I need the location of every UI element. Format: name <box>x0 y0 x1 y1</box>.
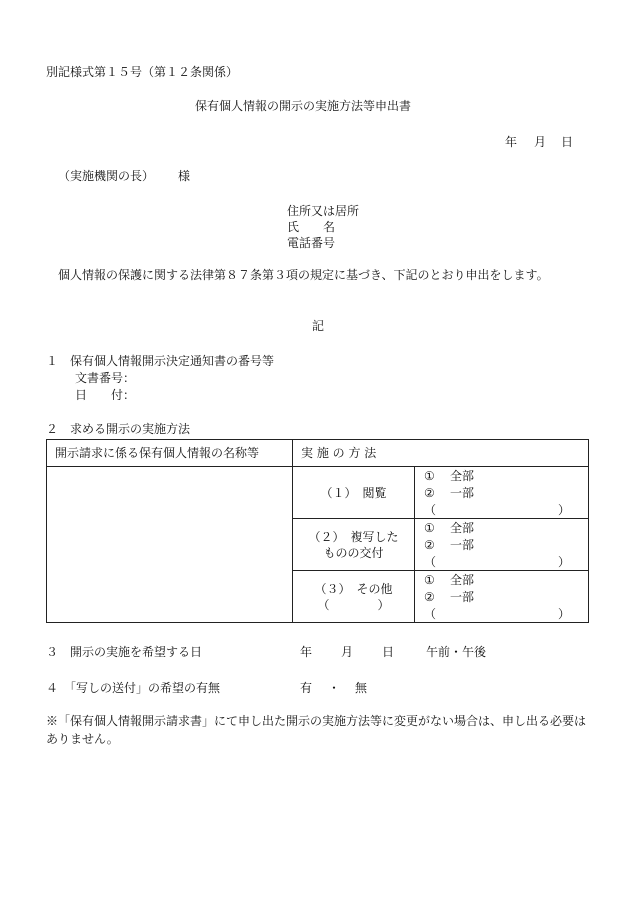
body-paragraph: 個人情報の保護に関する法律第８７条第３項の規定に基づき、下記のとおり申出をします。 <box>58 268 549 282</box>
am-pm-choice[interactable]: 午前・午後 <box>426 645 487 659</box>
other-method-field[interactable]: （ ） <box>317 597 390 612</box>
method-type-1: （１） 閲覧 <box>293 467 415 519</box>
section-4-heading: ４ 「写しの送付」の希望の有無 <box>46 681 221 695</box>
method-options-1 <box>415 467 589 519</box>
applicant-address-label: 住所又は居所 <box>287 204 360 218</box>
method-options-2 <box>415 519 589 571</box>
date-month: 月 <box>534 135 547 149</box>
option-detail-field[interactable]: （ ） <box>424 554 570 569</box>
notice-date-label: 日 付： <box>75 388 136 402</box>
col-header-name: 開示請求に係る保有個人情報の名称等 <box>47 440 293 467</box>
col-header-method: 実 施 の 方 法 <box>293 440 589 467</box>
addressee-org: （実施機関の長） <box>58 169 155 183</box>
option-detail-field[interactable]: （ ） <box>424 606 570 621</box>
option-detail-field[interactable]: （ ） <box>424 502 570 517</box>
option-all[interactable]: ① 全部 <box>424 572 475 587</box>
method-type-3: （３） その他 （ ） <box>293 571 415 623</box>
desired-month[interactable]: 月 <box>341 645 354 659</box>
method-table <box>46 439 589 623</box>
addressee-honorific: 様 <box>178 169 191 183</box>
ki-label: 記 <box>312 319 325 333</box>
option-all[interactable]: ① 全部 <box>424 520 475 535</box>
copy-send-no[interactable]: 無 <box>355 681 368 695</box>
footnote: ※「保有個人情報開示請求書」にて申し出た開示の実施方法等に変更がない場合は、申し出る必要はありません。 <box>46 714 587 746</box>
section-1-heading: １ 保有個人情報開示決定通知書の番号等 <box>46 354 275 368</box>
applicant-name-label: 氏 名 <box>287 220 336 234</box>
form-number: 別記様式第１５号（第１２条関係） <box>46 65 239 79</box>
info-name-cell[interactable] <box>47 467 293 623</box>
doc-number-label: 文書番号： <box>75 371 136 385</box>
date-day: 日 <box>561 135 574 149</box>
method-options-3 <box>415 571 589 623</box>
separator-dot: ・ <box>328 681 341 695</box>
copy-send-yes[interactable]: 有 <box>300 681 313 695</box>
method-type-2: （２） 複写した ものの交付 <box>293 519 415 571</box>
applicant-phone-label: 電話番号 <box>287 236 336 250</box>
date-year: 年 <box>505 135 518 149</box>
option-partial[interactable]: ② 一部 <box>424 537 475 552</box>
desired-year[interactable]: 年 <box>300 645 313 659</box>
option-partial[interactable]: ② 一部 <box>424 485 475 500</box>
desired-day[interactable]: 日 <box>382 645 395 659</box>
section-3-heading: ３ 開示の実施を希望する日 <box>46 645 203 659</box>
page-title: 保有個人情報の開示の実施方法等申出書 <box>195 99 412 113</box>
section-2-heading: ２ 求める開示の実施方法 <box>46 422 191 436</box>
option-all[interactable]: ① 全部 <box>424 468 475 483</box>
option-partial[interactable]: ② 一部 <box>424 589 475 604</box>
